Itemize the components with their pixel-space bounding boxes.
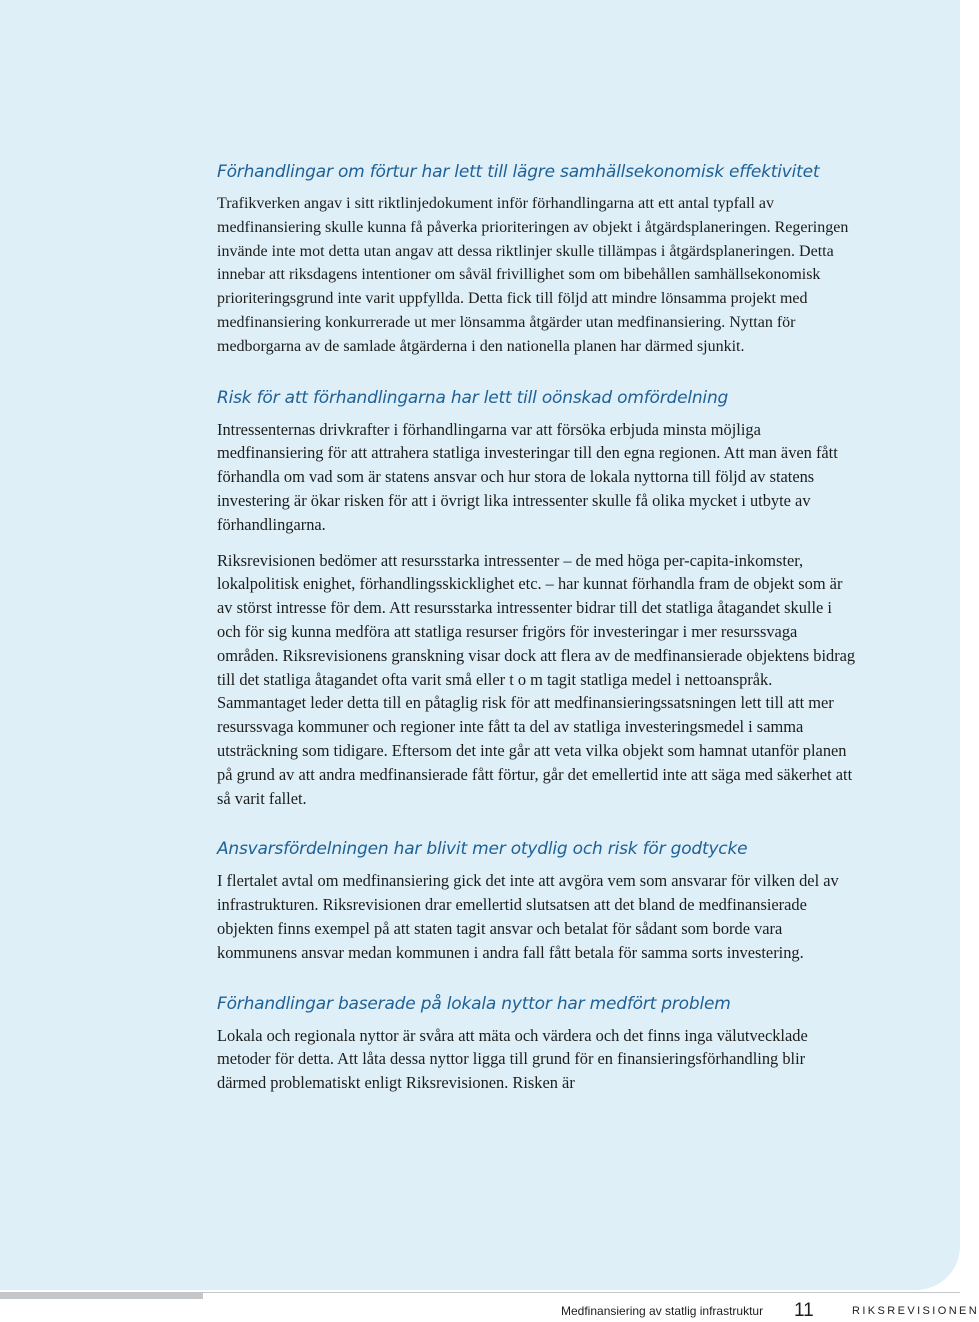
section-heading: Förhandlingar om förtur har lett till lägre samhällsekonomisk effektivitet — [217, 162, 820, 182]
main-content — [217, 160, 857, 1095]
section-ansvarsfordelning — [217, 837, 857, 964]
section-fortur — [217, 160, 857, 359]
section-heading: Förhandlingar baserade på lokala nyttor har medfört problem — [217, 993, 731, 1014]
footer-brand-logo: RIKSREVISIONEN — [852, 1305, 979, 1317]
footer-accent-bar — [0, 1292, 203, 1299]
body-paragraph: I flertalet avtal om medfinansiering gick det inte att avgöra vem som ansvarar för vilken del av infrastrukturen. Riksrevisionen drar emellertid slutsatsen att det bland de medfinansierade objekten finns exempel på att staten tagit ansvar och betalat för sådant som borde vara kommunens ansvar medan kommunen i andra fall fått betala för samma sorts investering. — [217, 871, 839, 962]
page-number: 11 — [794, 1300, 814, 1321]
body-paragraph: Riksrevisionen bedömer att resursstarka intressenter – de med höga per-capita-inkomster, lokalpolitisk enighet, förhandlingsskicklighet etc. – har kunnat förhandla fram de objekt som är av störst intresse för dem. Att resursstarka intressenter bidrar till det statliga åtagandet skulle i och för sig kunna medföra att statliga resurser frigörs för investeringar i mer resurssvaga områden. Riksrevisionens granskning visar dock att flera av de medfinansierade objektens bidrag till det statliga åtagandet ofta varit små eller t o m tagit statliga medel i nettoanspråk. Sammantaget leder detta till en påtaglig risk för att medfinansieringssatsningen lett till att mer resurssvaga kommuner och regioner inte fått ta del av statliga investeringsmedel i samma utsträckning som tidigare. Eftersom det inte går att veta vilka objekt som hamnat utanför planen på grund av att andra medfinansierade fått förtur, går det emellertid inte att säga med säkerhet att så varit fallet. — [217, 550, 856, 808]
body-paragraph: Trafikverken angav i sitt riktlinjedokument inför förhandlingarna att ett antal typfall av medfinansiering skulle kunna få påverka prioriteringen av objekt i åtgärdsplaneringen. Regeringen invände inte mot detta utan angav att dessa riktlinjer skulle tillämpas i åtgärdsplaneringen. Detta innebar att riksdagens intentioner om såväl frivillighet som om bibehållen samhällsekonomisk prioriteringsgrund inte varit uppfyllda. Detta fick till följd att mindre lönsamma projekt med medfinansiering konkurrerade ut mer lönsamma åtgärder utan medfinansiering. Nyttan för medborgarna av de samlade åtgärderna i den nationella planen har därmed sjunkit. — [217, 195, 849, 355]
footer-divider — [203, 1292, 960, 1293]
section-heading: Ansvarsfördelningen har blivit mer otydlig och risk för godtycke — [217, 839, 748, 860]
body-paragraph: Intressenternas drivkrafter i förhandlingarna var att försöka erbjuda minsta möjliga medfinansiering för att attrahera statliga investeringar till den egna regionen. Att man även fått förhandla om vad som är statens ansvar och hur stora de lokala nyttorna till följd av statens investering är ökar risken för att i övrigt lika intressenter skulle få olika mycket i utbyte av förhandlingarna. — [217, 419, 838, 534]
section-lokala-nyttor — [217, 992, 857, 1095]
section-omfordelning — [217, 386, 857, 811]
section-heading: Risk för att förhandlingarna har lett till oönskad omfördelning — [217, 387, 729, 408]
body-paragraph: Lokala och regionala nyttor är svåra att mäta och värdera och det finns inga välutvecklade metoder för detta. Att låta dessa nyttor ligga till grund för en finansieringsförhandling blir därmed problematiskt enligt Riksrevisionen. Risken är — [217, 1025, 808, 1093]
footer-document-title: Medfinansiering av statlig infrastruktur — [561, 1304, 764, 1318]
